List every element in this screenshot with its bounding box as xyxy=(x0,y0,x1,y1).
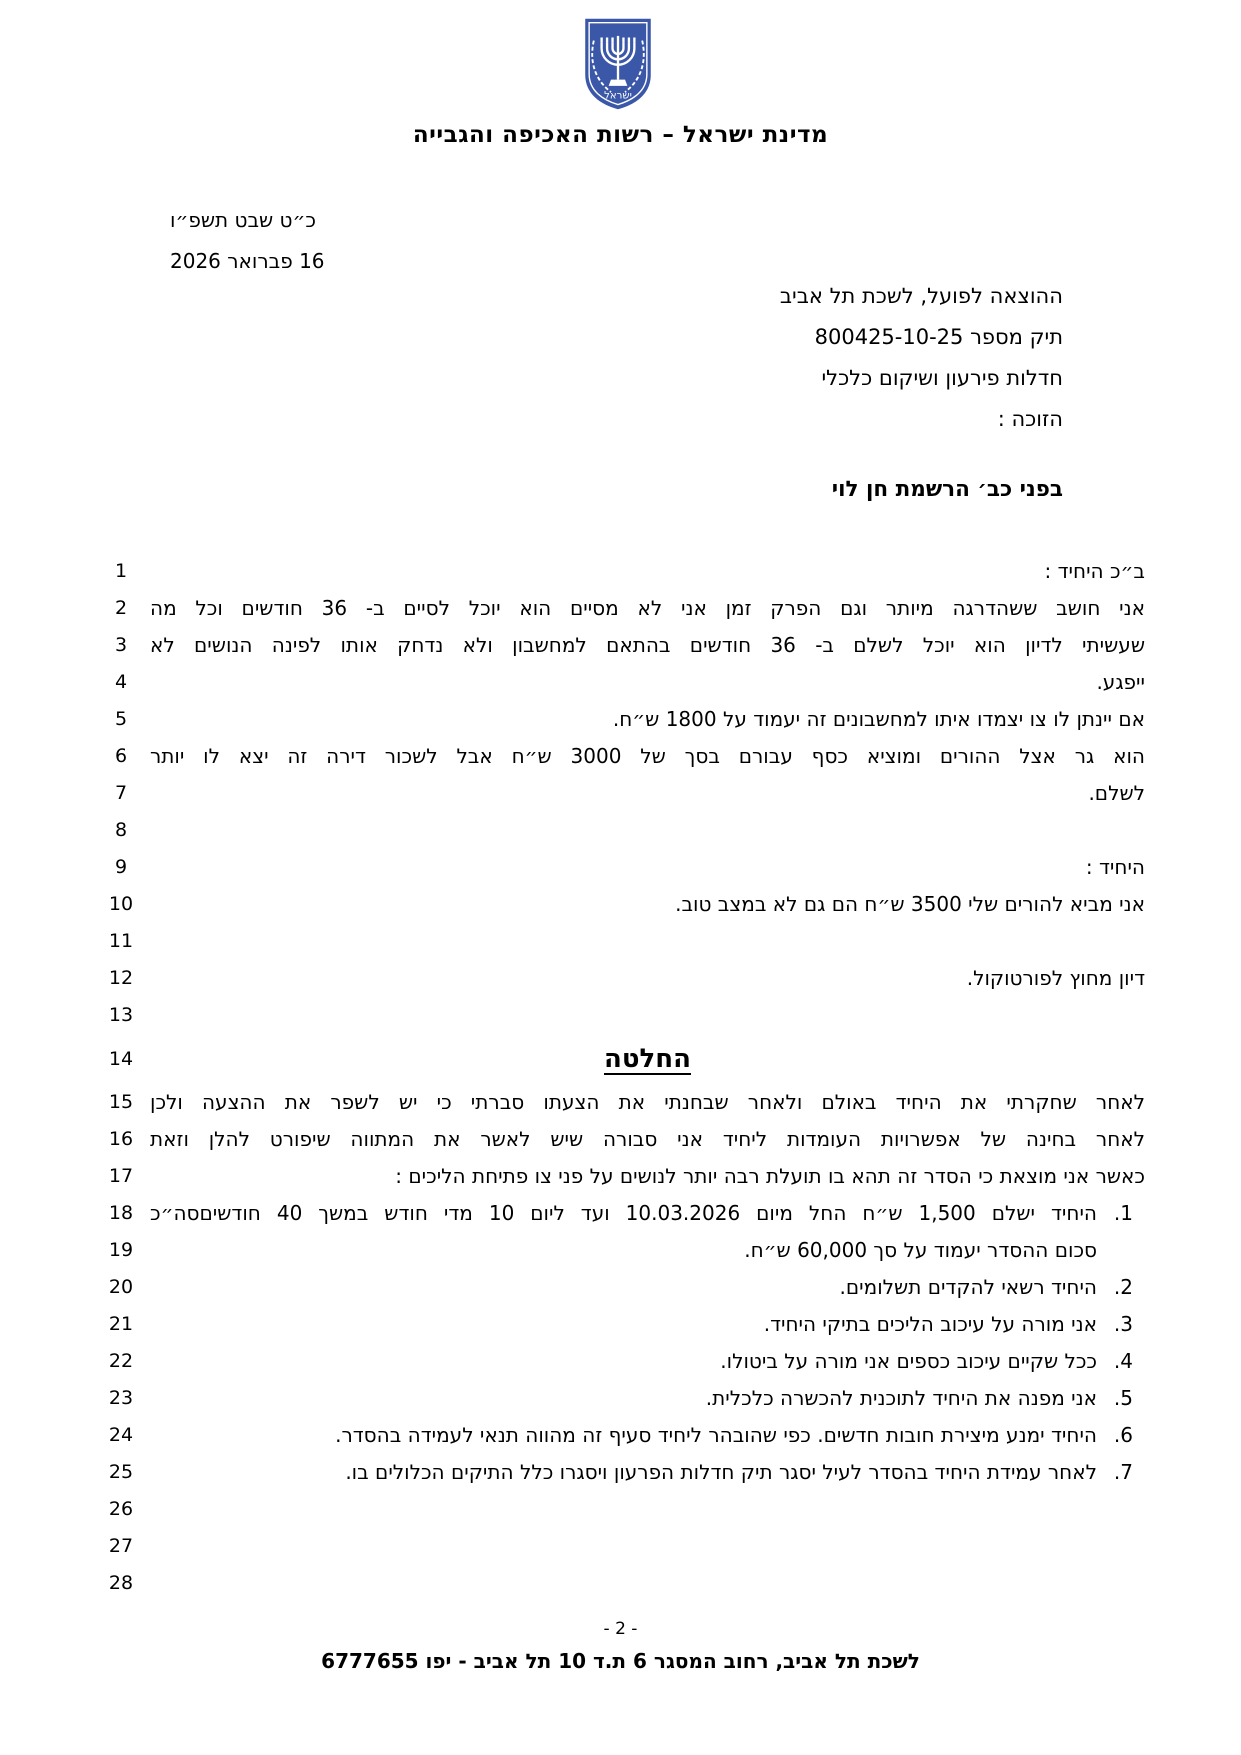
line-text: סכום ההסדר יעמוד על סך 60,000 ש״ח. xyxy=(744,1238,1097,1262)
line-number: 24 xyxy=(108,1424,134,1446)
line-number: 28 xyxy=(108,1572,134,1594)
list-item-text: היחיד ימנע מיצירת חובות חדשים. כפי שהובהר ליחיד סעיף זה מהווה תנאי לעמידה בהסדר. xyxy=(335,1423,1097,1447)
list-item-marker: 1. xyxy=(1113,1201,1133,1225)
office-address: לשכת תל אביב, רחוב המסגר 6 ת.ד 10 תל אביב - יפו 6777655 xyxy=(321,1649,920,1673)
line-text xyxy=(150,1454,1145,1491)
line-number: 7 xyxy=(114,782,128,804)
line-number: 12 xyxy=(108,967,134,989)
protocol-lines xyxy=(92,553,1145,1602)
protocol-line xyxy=(92,960,1145,997)
gregorian-date: 16 פברואר 2026 xyxy=(170,249,325,273)
line-number: 15 xyxy=(108,1091,134,1113)
list-item-text: אני מפנה את היחיד לתוכנית להכשרה כלכלית. xyxy=(705,1386,1097,1410)
line-number: 9 xyxy=(114,856,128,878)
line-number: 14 xyxy=(108,1048,134,1070)
line-text: הוא גר אצל ההורים ומוציא כסף עבורם בסך של 3000 ש״ח אבל לשכור דירה זה יצא לו יותר xyxy=(150,744,1145,768)
protocol-line xyxy=(92,1158,1145,1195)
case-info-block xyxy=(780,276,1063,440)
protocol-line xyxy=(92,553,1145,590)
protocol-line xyxy=(92,1491,1145,1528)
protocol-line xyxy=(92,1343,1145,1380)
line-text: דיון מחוץ לפורטוקול. xyxy=(966,966,1145,990)
protocol-line xyxy=(92,1306,1145,1343)
protocol-line xyxy=(92,997,1145,1034)
line-text: ב״כ היחיד : xyxy=(1044,559,1145,583)
list-item-text: היחיד רשאי להקדים תשלומים. xyxy=(839,1275,1097,1299)
line-text: לשלם. xyxy=(1088,781,1145,805)
line-text xyxy=(150,1491,1145,1528)
line-number: 23 xyxy=(108,1387,134,1409)
protocol-line xyxy=(92,1034,1145,1084)
case-number: תיק מספר 800425-10-25 xyxy=(814,325,1063,349)
line-number: 17 xyxy=(108,1165,134,1187)
list-item-marker: 6. xyxy=(1113,1423,1133,1447)
hebrew-date: כ״ט שבט תשפ״ו xyxy=(170,208,316,232)
line-text xyxy=(150,923,1145,960)
line-text: אם יינתן לו צו יצמדו איתו למחשבונים זה יעמוד על 1800 ש״ח. xyxy=(612,707,1145,731)
presiding-registrar: בפני כב׳ הרשמת חן לוי xyxy=(831,477,1063,502)
line-number: 2 xyxy=(114,597,128,619)
protocol-line xyxy=(92,812,1145,849)
line-text xyxy=(150,812,1145,849)
line-number: 18 xyxy=(108,1202,134,1224)
line-text xyxy=(150,1417,1145,1454)
line-text xyxy=(150,1565,1145,1602)
protocol-line xyxy=(92,1084,1145,1121)
protocol-line xyxy=(92,1565,1145,1602)
line-number: 4 xyxy=(114,671,128,693)
protocol-line xyxy=(92,1454,1145,1491)
line-text xyxy=(150,997,1145,1034)
protocol-line xyxy=(92,1232,1145,1269)
line-number: 10 xyxy=(108,893,134,915)
line-number: 21 xyxy=(108,1313,134,1335)
line-text: שעשיתי לדיון הוא יוכל לשלם ב- 36 חודשים בהתאם למחשבון ולא נדחק אותו לפינה הנושים לא xyxy=(150,633,1145,657)
org-title: מדינת ישראל – רשות האכיפה והגבייה xyxy=(412,122,829,148)
line-text: אני חושב ששהדרגה מיותר וגם הפרק זמן אני לא מסיים הוא יוכל לסיים ב- 36 חודשים וכל מה xyxy=(150,596,1146,620)
date-block xyxy=(170,200,325,282)
line-text: לאחר שחקרתי את היחיד באולם ולאחר שבחנתי את הצעתו סברתי כי יש לשפר את ההצעה ולכן xyxy=(150,1090,1145,1114)
protocol-line xyxy=(92,1417,1145,1454)
case-creditor-label: הזוכה : xyxy=(997,407,1063,431)
list-item-marker: 5. xyxy=(1113,1386,1133,1410)
list-item-text: לאחר עמידת היחיד בהסדר לעיל יסגר תיק חדלות הפרעון ויסגרו כלל התיקים הכלולים בו. xyxy=(345,1460,1097,1484)
line-text xyxy=(150,1269,1145,1306)
line-number: 5 xyxy=(114,708,128,730)
protocol-line xyxy=(92,664,1145,701)
israel-state-emblem-icon xyxy=(579,16,657,112)
protocol-line xyxy=(92,1528,1145,1565)
line-number: 3 xyxy=(114,634,128,656)
line-text xyxy=(150,1306,1145,1343)
line-number: 16 xyxy=(108,1128,134,1150)
case-proceeding-type: חדלות פירעון ושיקום כלכלי xyxy=(821,366,1063,390)
list-item-marker: 4. xyxy=(1113,1349,1133,1373)
list-item-text: אני מורה על עיכוב הליכים בתיקי היחיד. xyxy=(763,1312,1097,1336)
line-number: 8 xyxy=(114,819,128,841)
line-number: 19 xyxy=(108,1239,134,1261)
line-text xyxy=(150,1528,1145,1565)
protocol-line xyxy=(92,738,1145,775)
case-office: ההוצאה לפועל, לשכת תל אביב xyxy=(779,284,1063,308)
protocol-line xyxy=(92,1269,1145,1306)
page-number: - 2 - xyxy=(603,1619,638,1639)
list-item-text: ככל שקיים עיכוב כספים אני מורה על ביטולו. xyxy=(720,1349,1097,1373)
protocol-line xyxy=(92,627,1145,664)
line-number: 20 xyxy=(108,1276,134,1298)
line-text: אני מביא להורים שלי 3500 ש״ח הם גם לא במצב טוב. xyxy=(675,892,1145,916)
protocol-line xyxy=(92,775,1145,812)
line-text: כאשר אני מוצאת כי הסדר זה תהא בו תועלת רבה יותר לנושים על פני צו פתיחת הליכים : xyxy=(395,1164,1145,1188)
line-number: 26 xyxy=(108,1498,134,1520)
line-text xyxy=(150,1195,1145,1232)
line-number: 25 xyxy=(108,1461,134,1483)
protocol-line xyxy=(92,849,1145,886)
emblem-caption: ישראל xyxy=(604,90,632,102)
list-item-marker: 2. xyxy=(1113,1275,1133,1299)
line-number: 22 xyxy=(108,1350,134,1372)
line-number: 13 xyxy=(108,1004,134,1026)
protocol-line xyxy=(92,923,1145,960)
protocol-line xyxy=(92,1380,1145,1417)
line-text xyxy=(150,1343,1145,1380)
protocol-line xyxy=(92,886,1145,923)
line-number: 6 xyxy=(114,745,128,767)
line-number: 11 xyxy=(108,930,134,952)
protocol-line xyxy=(92,701,1145,738)
decision-heading: החלטה xyxy=(604,1044,691,1074)
list-item-marker: 3. xyxy=(1113,1312,1133,1336)
list-item-marker: 7. xyxy=(1113,1460,1133,1484)
protocol-line xyxy=(92,1195,1145,1232)
line-text: היחיד : xyxy=(1085,855,1145,879)
line-text xyxy=(150,1380,1145,1417)
protocol-line xyxy=(92,1121,1145,1158)
protocol-line xyxy=(92,590,1145,627)
line-text: ייפגע. xyxy=(1096,670,1145,694)
list-item-text: היחיד ישלם 1,500 ש״ח החל מיום 10.03.2026 ועד ליום 10 מדי חודש במשך 40 חודשיםסה״כ xyxy=(150,1201,1097,1225)
line-number: 27 xyxy=(108,1535,134,1557)
line-text: לאחר בחינה של אפשרויות העומדות ליחיד אני סבורה שיש לאשר את המתווה שיפורט להלן וזאת xyxy=(150,1127,1145,1151)
line-number: 1 xyxy=(114,560,128,582)
